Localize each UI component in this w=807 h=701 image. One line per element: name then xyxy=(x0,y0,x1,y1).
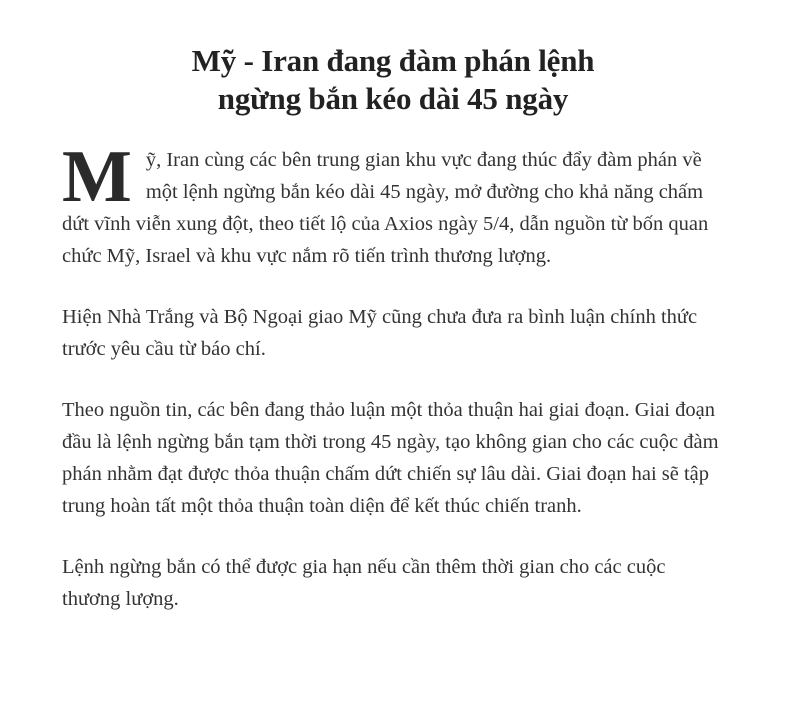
paragraph: Hiện Nhà Trắng và Bộ Ngoại giao Mỹ cũng chưa đưa ra bình luận chính thức trước yêu cầu từ báo chí. xyxy=(62,305,698,360)
lead-paragraph xyxy=(62,135,724,272)
drop-cap: M xyxy=(62,135,132,218)
article xyxy=(62,0,724,615)
article-title: Mỹ - Iran đang đàm phán lệnh ngừng bắn kéo dài 45 ngày xyxy=(191,43,595,116)
article-body xyxy=(62,135,724,615)
lead-paragraph-text: ỹ, Iran cùng các bên trung gian khu vực đang thúc đẩy đàm phán về một lệnh ngừng bắn kéo dài 45 ngày, mở đường cho khả năng chấm dứt vĩnh viễn xung đột, theo tiết lộ của Axios ngày 5/4, dẫn nguồn từ bốn quan chức Mỹ, Israel và khu vực nắm rõ tiến trình thương lượng. xyxy=(62,148,709,267)
paragraph: Theo nguồn tin, các bên đang thảo luận một thỏa thuận hai giai đoạn. Giai đoạn đầu là lệnh ngừng bắn tạm thời trong 45 ngày, tạo không gian cho các cuộc đàm phán nhằm đạt được thỏa thuận chấm dứt chiến sự lâu dài. Giai đoạn hai sẽ tập trung hoàn tất một thỏa thuận toàn diện để kết thúc chiến tranh. xyxy=(62,398,719,517)
paragraph: Lệnh ngừng bắn có thể được gia hạn nếu cần thêm thời gian cho các cuộc thương lượng. xyxy=(62,555,666,610)
